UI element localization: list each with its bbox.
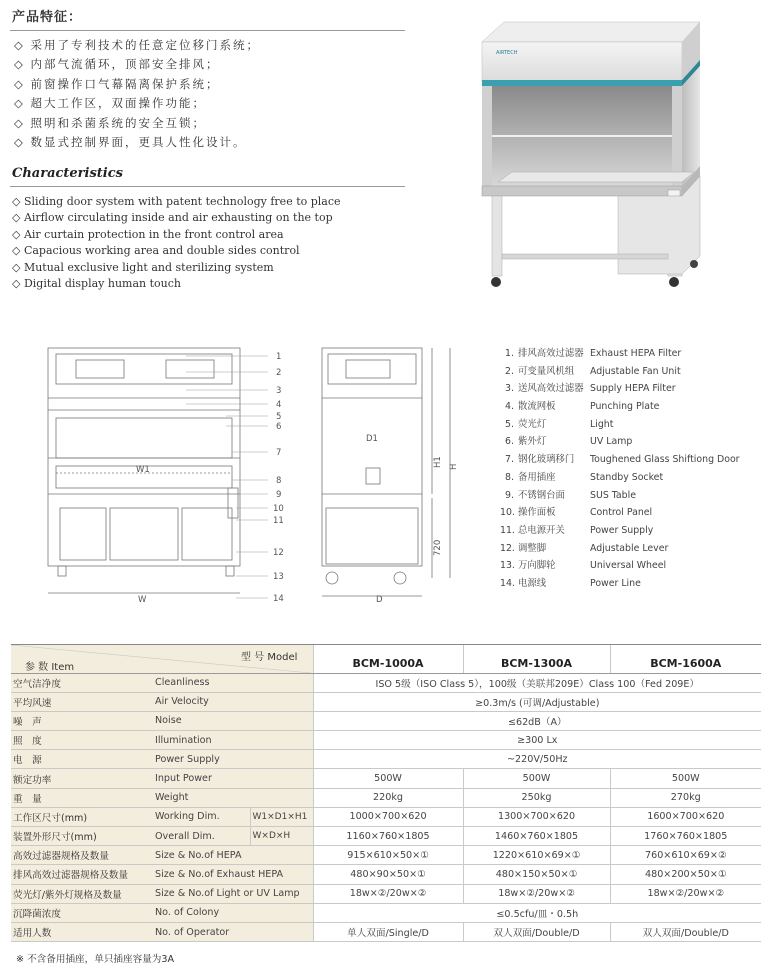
table-header-label-cell [11, 645, 313, 673]
part-name-cn: 可变量风机组 [518, 365, 575, 377]
en-feature-item: ◇ Sliding door system with patent technology free to place [12, 195, 341, 208]
part-name-en: Power Line [590, 577, 641, 589]
callout-12: 12 [273, 548, 284, 558]
parts-list-item [500, 540, 765, 558]
param-unit: W×D×H [250, 827, 313, 846]
part-number: 8. [505, 471, 514, 483]
param-name-en: Power Supply [153, 750, 313, 769]
param-name-en: Size & No.of HEPA [153, 846, 313, 865]
param-name-en: Working Dim. [153, 807, 250, 826]
part-number: 12. [500, 542, 515, 554]
dim-label-h: H [449, 463, 459, 470]
param-name-en: No. of Operator [153, 922, 313, 941]
part-name-en: Supply HEPA Filter [590, 383, 676, 395]
dim-label-w: W [138, 595, 147, 605]
table-row [11, 750, 761, 769]
part-name-cn: 散流网板 [518, 401, 556, 413]
dim-label-w1: W1 [136, 465, 150, 475]
param-value: 500W [610, 769, 761, 788]
param-value: 双人双面/Double/D [610, 922, 761, 941]
table-header-row [11, 645, 761, 673]
param-value: 500W [463, 769, 610, 788]
callout-3: 3 [276, 386, 282, 396]
side-view [322, 348, 450, 596]
param-name-en: Weight [153, 788, 313, 807]
table-row [11, 807, 761, 826]
param-name-cn: 额定功率 [11, 769, 153, 788]
table-row [11, 922, 761, 941]
cn-feature-item: ◇ 采用了专利技术的任意定位移门系统； [14, 38, 260, 52]
callout-4: 4 [276, 400, 282, 410]
part-name-cn: 备用插座 [518, 471, 556, 483]
model-header: BCM-1300A [463, 645, 610, 673]
cn-section-title: 产品特征： [12, 10, 83, 25]
param-value: 480×90×50×① [313, 865, 463, 884]
callout-8: 8 [276, 476, 282, 486]
table-row [11, 903, 761, 922]
parts-list-item [500, 487, 765, 505]
part-name-cn: 钢化玻璃移门 [518, 454, 575, 466]
part-name-cn: 荧光灯 [518, 418, 547, 430]
leader-lines [186, 356, 268, 598]
table-row [11, 788, 761, 807]
callout-2: 2 [276, 368, 282, 378]
param-value: 220kg [313, 788, 463, 807]
dim-label-720: 720 [433, 539, 443, 556]
parts-list-item [500, 451, 765, 469]
part-name-cn: 万向脚轮 [518, 560, 556, 572]
part-name-en: Punching Plate [590, 401, 660, 413]
model-header: BCM-1600A [610, 645, 761, 673]
param-name-cn: 沉降菌浓度 [11, 903, 153, 922]
param-name-cn: 照 度 [11, 731, 153, 750]
part-name-en: Light [590, 418, 614, 430]
technical-drawing [36, 338, 486, 608]
cn-feature-item: ◇ 内部气流循环，顶部安全排风； [14, 57, 220, 72]
cn-title-rule [10, 30, 405, 31]
param-value: 1000×700×620 [313, 807, 463, 826]
parts-list-item [500, 345, 765, 363]
param-value: 18w×②/20w×② [610, 884, 761, 903]
dim-label-h1: H1 [433, 456, 443, 468]
dim-label-d: D [376, 595, 383, 605]
en-feature-item: ◇ Air curtain protection in the front control area [12, 227, 284, 241]
param-value: ≥0.3m/s (可调/Adjustable) [313, 692, 761, 711]
cn-feature-item: ◇ 超大工作区，双面操作功能； [14, 96, 206, 111]
part-name-cn: 调整脚 [518, 542, 547, 554]
callout-1: 1 [276, 352, 282, 362]
param-name-cn: 重 量 [11, 788, 153, 807]
param-value: 1760×760×1805 [610, 827, 761, 846]
parts-list-item [500, 504, 765, 522]
callout-10: 10 [273, 504, 284, 514]
part-name-en: Standby Socket [590, 471, 664, 483]
param-name-en: No. of Colony [153, 903, 313, 922]
parts-list [500, 345, 765, 593]
footnote: ※ 不含备用插座，单只插座容量为3A [16, 954, 175, 965]
param-unit: W1×D1×H1 [250, 807, 313, 826]
callout-7: 7 [276, 448, 282, 458]
part-name-en: Power Supply [590, 524, 654, 536]
parts-list-item [500, 363, 765, 381]
param-value: 双人双面/Double/D [463, 922, 610, 941]
param-value: 760×610×69×② [610, 846, 761, 865]
param-name-cn: 空气洁净度 [11, 673, 153, 692]
part-name-en: Toughened Glass Shiftiong Door [590, 454, 740, 466]
param-value: 18w×②/20w×② [463, 884, 610, 903]
callout-9: 9 [276, 490, 282, 500]
en-title-rule [10, 186, 405, 187]
param-name-cn: 荧光灯/紫外灯规格及数量 [11, 884, 153, 903]
param-value: 915×610×50×① [313, 846, 463, 865]
part-number: 9. [505, 489, 514, 501]
param-value: 1460×760×1805 [463, 827, 610, 846]
param-value: 270kg [610, 788, 761, 807]
en-feature-item: ◇ Mutual exclusive light and sterilizing system [12, 260, 274, 274]
table-row [11, 769, 761, 788]
param-name-cn: 平均风速 [11, 692, 153, 711]
parts-list-item [500, 522, 765, 540]
callout-6: 6 [276, 422, 282, 432]
part-name-en: Exhaust HEPA Filter [590, 348, 682, 359]
part-number: 5. [505, 418, 514, 430]
part-number: 2. [505, 365, 514, 377]
part-number: 11. [500, 524, 515, 536]
parts-list-item [500, 469, 765, 487]
callout-13: 13 [273, 572, 284, 582]
param-name-en: Overall Dim. [153, 827, 250, 846]
param-name-en: Illumination [153, 731, 313, 750]
model-label: 型 号 Model [241, 652, 298, 663]
param-value: ~220V/50Hz [313, 750, 761, 769]
part-name-cn: 操作面板 [518, 507, 556, 519]
param-name-cn: 适用人数 [11, 922, 153, 941]
param-name-cn: 噪 声 [11, 711, 153, 730]
param-name-en: Air Velocity [153, 692, 313, 711]
part-number: 4. [505, 401, 514, 413]
param-value: 500W [313, 769, 463, 788]
part-name-cn: 总电源开关 [518, 524, 565, 536]
param-value: 单人双面/Single/D [313, 922, 463, 941]
table-row [11, 731, 761, 750]
part-number: 6. [505, 436, 514, 448]
table-row [11, 827, 761, 846]
cn-feature-item: ◇ 数显式控制界面，更具人性化设计。 [14, 134, 247, 149]
param-value: ≤0.5cfu/皿・0.5h [313, 903, 761, 922]
en-feature-item: ◇ Airflow circulating inside and air exhausting on the top [12, 211, 333, 225]
param-name-cn: 装置外形尺寸(mm) [11, 827, 153, 846]
parts-list-item [500, 416, 765, 434]
part-name-cn: 排风高效过滤器 [518, 348, 584, 359]
param-name-en: Size & No.of Exhaust HEPA [153, 865, 313, 884]
param-value: 250kg [463, 788, 610, 807]
spec-table [11, 645, 761, 942]
param-value: 1160×760×1805 [313, 827, 463, 846]
part-number: 13. [500, 560, 515, 572]
part-name-en: Adjustable Fan Unit [590, 365, 681, 377]
en-feature-item: ◇ Digital display human touch [12, 276, 181, 290]
parts-list-item [500, 380, 765, 398]
param-name-cn: 工作区尺寸(mm) [11, 807, 153, 826]
table-row [11, 673, 761, 692]
parts-list-item [500, 433, 765, 451]
table-row [11, 692, 761, 711]
param-value: ≥300 Lx [313, 731, 761, 750]
param-name-cn: 高效过滤器规格及数量 [11, 846, 153, 865]
en-feature-item: ◇ Capacious working area and double sides control [12, 244, 300, 258]
table-row [11, 865, 761, 884]
param-label: 参 数 Item [25, 662, 75, 673]
param-value: 480×150×50×① [463, 865, 610, 884]
part-number: 7. [505, 454, 514, 466]
part-name-cn: 紫外灯 [518, 436, 547, 448]
param-value: 1220×610×69×① [463, 846, 610, 865]
param-name-en: Noise [153, 711, 313, 730]
param-name-en: Input Power [153, 769, 313, 788]
cn-feature-item: ◇ 照明和杀菌系统的安全互锁； [14, 115, 206, 130]
en-feature-list [12, 194, 432, 292]
brand-logo: AIRTECH [496, 50, 518, 56]
part-number: 10. [500, 507, 515, 519]
param-value: 1300×700×620 [463, 807, 610, 826]
table-row [11, 846, 761, 865]
part-name-en: Adjustable Lever [590, 542, 669, 554]
table-row [11, 884, 761, 903]
parts-list-item [500, 557, 765, 575]
cn-feature-item: ◇ 前窗操作口气幕隔离保护系统； [14, 76, 220, 91]
parts-list-item [500, 575, 765, 593]
param-name-en: Cleanliness [153, 673, 313, 692]
table-row [11, 711, 761, 730]
cn-feature-list [14, 36, 434, 152]
part-number: 1. [505, 348, 514, 359]
en-section-title: Characteristics [12, 166, 123, 181]
callout-11: 11 [273, 516, 284, 526]
param-value: 480×200×50×① [610, 865, 761, 884]
part-name-en: Control Panel [590, 507, 653, 519]
parts-list-item [500, 398, 765, 416]
part-number: 14. [500, 577, 515, 589]
param-name-en: Size & No.of Light or UV Lamp [153, 884, 313, 903]
param-value: ISO 5级（ISO Class 5），100级（美联邦209E）Class 100（Fed 209E） [313, 673, 761, 692]
param-value: 1600×700×620 [610, 807, 761, 826]
part-number: 3. [505, 383, 514, 395]
callout-5: 5 [276, 412, 282, 422]
param-value: ≤62dB（A） [313, 711, 761, 730]
part-name-en: SUS Table [590, 489, 636, 501]
part-name-cn: 送风高效过滤器 [518, 383, 584, 395]
part-name-cn: 不锈钢台面 [518, 489, 565, 501]
part-name-en: Universal Wheel [590, 560, 667, 572]
param-name-cn: 电 源 [11, 750, 153, 769]
part-name-cn: 电源线 [518, 577, 547, 589]
product-photo [468, 16, 714, 306]
model-header: BCM-1000A [313, 645, 463, 673]
callout-14: 14 [273, 594, 284, 604]
param-value: 18w×②/20w×② [313, 884, 463, 903]
dim-label-d1: D1 [366, 434, 378, 444]
param-name-cn: 排风高效过滤器规格及数量 [11, 865, 153, 884]
part-name-en: UV Lamp [590, 436, 633, 448]
